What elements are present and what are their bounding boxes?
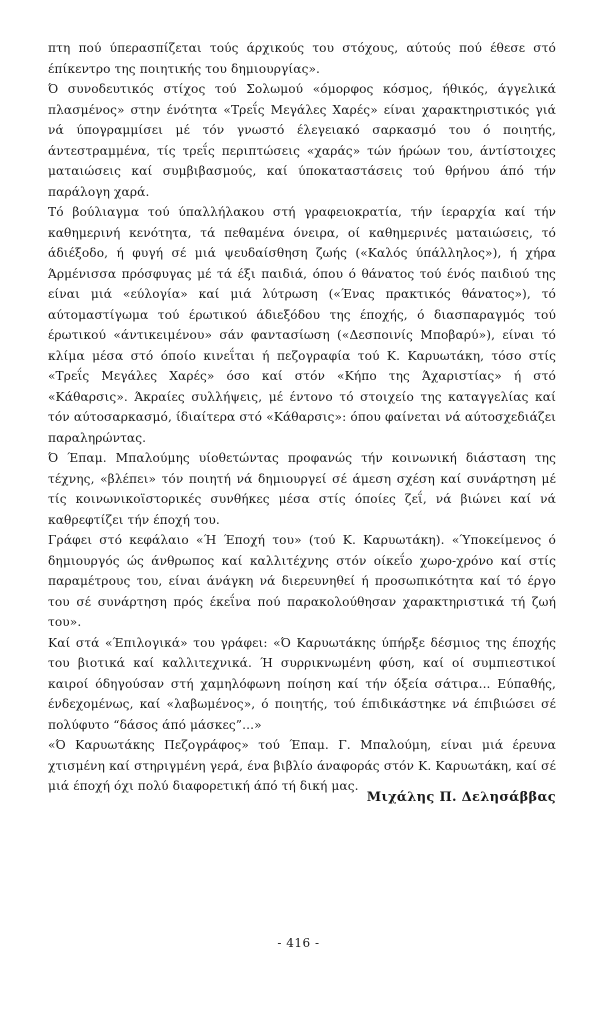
paragraph-continuation: πτη πού ύπερασπίζεται τούς άρχικούς του στόχους, αύτούς πού έθεσε στό έπίκεντρο της ποιητικής του δημιουργίας».	[48, 41, 556, 76]
paragraph-epilogue-quote: Καί στά «Έπιλογικά» του γράφει: «Ό Καρυωτάκης ύπήρξε δέσμιος της έποχής του βιοτικά καί καλλιτεχνικά. Ή συρρικνωμένη φύση, καί οί συμπιεστικοί καιροί όδηγούσαν στή χαμηλόφωνη ποίηση καί τήν όξεία σάτιρα... Εύπαθής, ένδεχομένως, καί «λαβωμένος», ό ποιητής, τού έπιδικάστηκε νά έπιβιώσει σέ πολύφυτο “δάσος άπό μάσκες”...»	[48, 635, 556, 732]
page-number: - 416 -	[277, 936, 320, 950]
author-signature: Μιχάλης Π. Δελησάββας	[366, 790, 556, 805]
paragraph-solomos-verse: Ό συνοδευτικός στίχος τού Σολωμού «όμορφος κόσμος, ήθικός, άγγελικά πλασμένος» στην ένότητα «Τρεΐς Μεγάλες Χαρές» είναι χαρακτηριστικός γιά νά ύπογραμμίσει μέ τόν γνωστό έλεγειακό σαρκασμό του ό ποιητής, άντεστραμμένα, τίς τρεΐς περιπτώσεις «χαράς» τών ήρώων του, άντίστοιχες ματαιώσεις καί συμβιβασμούς, καί ύποκαταστάσεις τού θρήνου άπό τήν παράλογη χαρά.	[48, 82, 556, 199]
document-body	[48, 38, 556, 797]
paragraph-prose-themes: Τό βούλιαγμα τού ύπαλλήλακου στή γραφειοκρατία, τήν ίεραρχία καί τήν καθημερινή κενότητα, τά πεθαμένα όνειρα, οί καθημερινές ματαιώσεις, τό άδιέξοδο, ή φυγή σέ μιά ψευδαίσθηση ζωής («Καλός ύπάλληλος»), ή χήρα Άρμένισσα πρόσφυγας μέ τά έξι παιδιά, όπου ό θάνατος τού ένός παιδιού της είναι μιά «εύλογία» καί μιά λύτρωση («Ένας πρακτικός θάνατος»), τό αύτομαστίγωμα τού έρωτικού άδιεξόδου της έποχής, ό διασπαραγμός τού έρωτικού «άντικειμένου» σάν φαντασίωση («Δεσποινίς Μποβαρύ»), είναι τό κλίμα μέσα στό όποίο κινεΐται ή πεζογραφία τού Κ. Καρυωτάκη, τόσο στίς «Τρεΐς Μεγάλες Χαρές» όσο καί στόν «Κήπο της Άχαριστίας» ή στό «Κάθαρσις». Άκραίες συλλήψεις, μέ έντονο τό στοιχείο της καταγγελίας καί τόν αύτοσαρκασμό, ίδιαίτερα στό «Κάθαρσις»: όπου φαίνεται νά αύτοσχεδιάζει παραληρώντας.	[48, 205, 556, 445]
paragraph-baloumis-view: Ό Έπαμ. Μπαλούμης υίοθετώντας προφανώς τήν κοινωνική διάσταση της τέχνης, «βλέπει» τόν ποιητή νά δημιουργεί σέ άμεση σχέση καί συνάρτηση μέ τίς κοινωνικοϊστορικές συνθήκες μέσα στίς όποίες ζεΐ, νά βιώνει καί νά καθρεφτίζει τήν έποχή του.	[48, 451, 556, 527]
paragraph-conclusion: «Ό Καρυωτάκης Πεζογράφος» τού Έπαμ. Γ. Μπαλούμη, είναι μιά έρευνα χτισμένη καί στηριγμένη γερά, ένα βιβλίο άναφοράς στόν Κ. Καρυωτάκη, καί σέ μιά έποχή όχι πολύ διαφορετική άπό τή δική μας.	[48, 738, 556, 793]
paragraph-chapter-quote: Γράφει στό κεφάλαιο «Ή Έποχή του» (τού Κ. Καρυωτάκη). «Ύποκείμενος ό δημιουργός ώς άνθρωπος καί καλλιτέχνης στόν οίκεΐο χωρο-χρόνο καί στίς παραμέτρους του, είναι άνάγκη νά διερευνηθεί ή προσωπικότητα καί τό έργο του σέ συνάρτηση πρός έκεΐνα πού παρακολούθησαν χαρακτηριστικά τή ζωή του».	[48, 533, 556, 629]
